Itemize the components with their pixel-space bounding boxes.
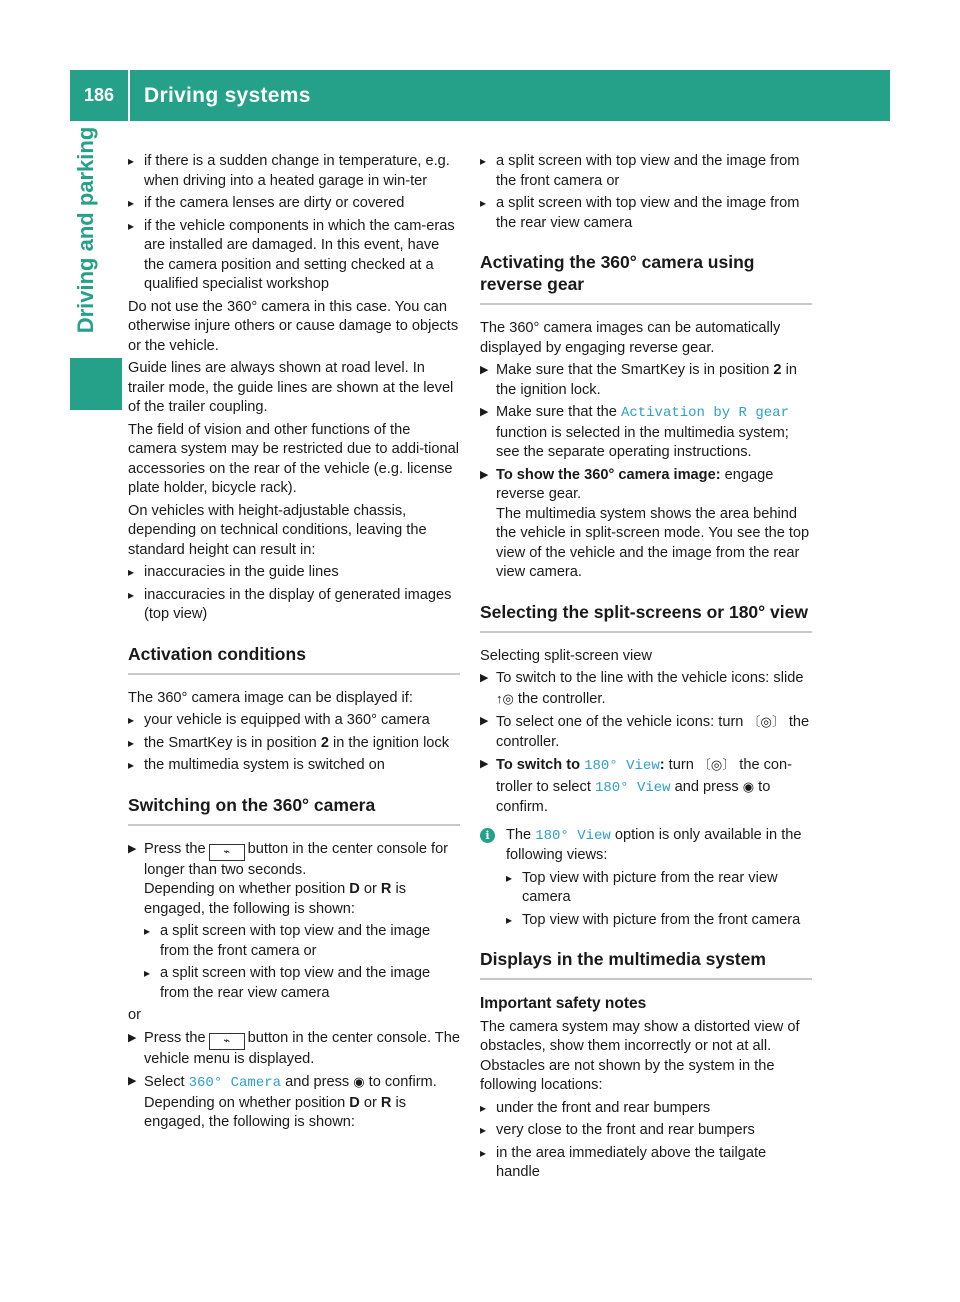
heading-activation-conditions: Activation conditions (128, 643, 460, 675)
list-item: ▸ if there is a sudden change in temperature, e.g. when driving into a heated garage in win-ter (128, 152, 460, 191)
heading-displays: Displays in the multimedia system (480, 948, 812, 980)
heading-split-screens: Selecting the split-screens or 180° view (480, 601, 812, 633)
list-item: ▸ inaccuracies in the guide lines (128, 563, 460, 583)
text: and press (281, 1074, 354, 1090)
text: Select (144, 1074, 189, 1090)
action-step (480, 669, 812, 709)
press-controller-icon: ◉ (353, 1074, 365, 1089)
text: The multimedia system shows the area behind the vehicle in split-screen mode. You see the top view of the vehicle and the image from the rear view camera. (496, 505, 810, 580)
list-item: ▸ inaccuracies in the display of generated images (top view) (128, 586, 460, 625)
bold-text: D (349, 1094, 360, 1111)
sub-list-item: ▸ a split screen with top view and the image from the rear view camera (128, 964, 460, 1003)
text: the controller. (513, 690, 606, 707)
action-step (480, 403, 812, 463)
text: and press (670, 778, 743, 795)
list-item: ▸ your vehicle is equipped with a 360° camera (128, 711, 460, 731)
text: is engaged, the following is shown: (144, 1094, 407, 1130)
list-item: ▸ very close to the front and rear bumpers (480, 1121, 812, 1141)
text: Depending on whether position (144, 1094, 350, 1111)
bold-text: 2 (320, 734, 329, 751)
sub-list-item: ▸ a split screen with top view and the image from the front camera or (128, 922, 460, 961)
action-step (480, 466, 812, 583)
text: the con-troller to select (496, 757, 793, 795)
text: function is selected in the multimedia system; see the separate operating instructions. (496, 424, 789, 460)
text: Press the (144, 840, 206, 857)
text: To select one of the vehicle icons: turn (496, 714, 748, 730)
turn-controller-icon: 〔◎〕 (747, 714, 785, 729)
bold-text: 2 (773, 362, 782, 378)
list-item: ▸ under the front and rear bumpers (480, 1099, 812, 1119)
heading-switching-on: Switching on the 360° camera (128, 794, 460, 826)
side-tab-marker (70, 358, 122, 410)
press-controller-icon: ◉ (742, 778, 755, 794)
info-icon: i (480, 828, 495, 843)
text: in the ignition lock (328, 734, 450, 751)
list-item: ▸ if the camera lenses are dirty or covered (128, 194, 460, 214)
menu-item-360-camera: 360° Camera (188, 1075, 282, 1091)
text: Make sure that the (496, 404, 621, 420)
text: option is only available in the following views: (506, 826, 802, 863)
section-title: Driving systems (144, 83, 311, 107)
page-number: 186 (83, 85, 115, 105)
text: to confirm. (496, 778, 771, 815)
text: To switch to the line with the vehicle icons: slide (496, 670, 804, 686)
paragraph: The camera system may show a distorted view of obstacles, show them incorrectly or not at all. Obstacles are not shown by the system in the following locations: (480, 1018, 800, 1093)
sub-list-item: ▸ Top view with picture from the front camera (506, 911, 812, 931)
header-divider (128, 70, 130, 121)
car-button-icon: ⌁ (209, 1033, 245, 1050)
action-step (128, 1072, 460, 1133)
side-tab-label: Driving and parking (73, 126, 98, 334)
text: button in the center console. The vehicle menu is displayed. (144, 1029, 460, 1067)
list-item (128, 734, 460, 754)
list-item: ▸ a split screen with top view and the image from the rear view camera (480, 194, 812, 233)
paragraph: The 360° camera image can be displayed if: (128, 689, 413, 706)
action-step (480, 712, 812, 752)
action-step (128, 840, 460, 920)
menu-item-activation-by-r-gear: Activation by R gear (620, 405, 789, 421)
text: The (506, 826, 536, 843)
bold-text: D (349, 881, 360, 897)
text: Make sure that the SmartKey is in position (496, 362, 774, 378)
paragraph: The field of vision and other functions of the camera system may be restricted due to addi-tional accessories on the rear of the vehicle (e.g. license plate holder, bicycle rack). (128, 421, 459, 496)
list-item: ▸ if the vehicle components in which the cam-eras are installed are damaged. In this event, have the camera position and setting checked at a qualified specialist workshop (128, 217, 460, 295)
action-step (128, 1029, 460, 1070)
menu-item-180-view: 180° View (535, 827, 611, 844)
heading-reverse-gear: Activating the 360° camera using reverse gear (480, 251, 812, 305)
turn-controller-icon: 〔◎〕 (697, 757, 736, 772)
text: or (359, 1094, 381, 1111)
paragraph: On vehicles with height-adjustable chassis, depending on technical conditions, leaving the standard height can result in: (128, 502, 427, 558)
menu-item-180-view: 180° View (584, 758, 660, 774)
left-column (128, 152, 460, 1136)
right-column (480, 152, 812, 1186)
car-button-icon: ⌁ (209, 844, 245, 861)
list-item: ▸ a split screen with top view and the image from the front camera or (480, 152, 812, 191)
slide-up-controller-icon: ↑◎ (496, 690, 514, 706)
paragraph: Guide lines are always shown at road level. In trailer mode, the guide lines are shown at the level of the trailer coupling. (128, 360, 454, 415)
paragraph: Do not use the 360° camera in this case. You can otherwise injure others or cause damage to objects or the vehicle. (128, 298, 459, 354)
text: Depending on whether position (144, 881, 350, 897)
bold-text: To show the 360° camera image: (496, 466, 721, 483)
bold-text: R (380, 881, 392, 897)
text: or (359, 881, 381, 897)
text: the SmartKey is in position (144, 734, 321, 751)
text: turn (664, 757, 698, 773)
text: to confirm. (364, 1074, 437, 1090)
sub-list-item: ▸ Top view with picture from the rear view camera (506, 869, 812, 908)
text: engage reverse gear. (496, 466, 774, 502)
text: is engaged, the following is shown: (144, 881, 407, 917)
action-step (480, 361, 812, 400)
bold-text: R (380, 1094, 392, 1111)
paragraph: The 360° camera images can be automatically displayed by engaging reverse gear. (480, 320, 781, 356)
text: the controller. (496, 714, 810, 750)
paragraph: or (128, 1007, 141, 1023)
paragraph: Selecting split-screen view (480, 647, 652, 664)
bold-text: To switch to (496, 757, 585, 773)
info-note (480, 826, 812, 931)
heading-safety-notes: Important safety notes (480, 995, 647, 1012)
menu-item-180-view: 180° View (594, 779, 671, 796)
page-header (70, 70, 890, 121)
text: Press the (144, 1029, 206, 1046)
bold-text: : (659, 757, 665, 773)
list-item: ▸ the multimedia system is switched on (128, 756, 460, 776)
text: in the ignition lock. (496, 362, 797, 398)
list-item: ▸ in the area immediately above the tailgate handle (480, 1144, 812, 1183)
text: button in the center console for longer than two seconds. (144, 840, 449, 878)
action-step (480, 755, 812, 818)
